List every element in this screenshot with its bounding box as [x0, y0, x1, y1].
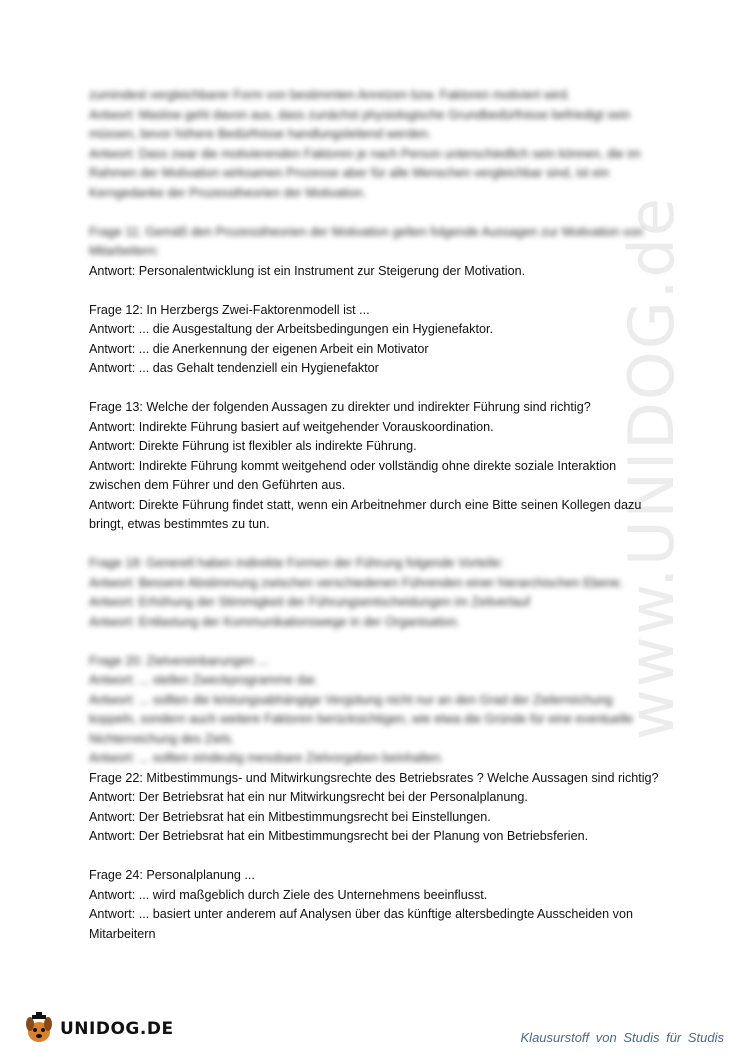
- blurred-line: Antwort: ... sollten die leistungsabhängige Vergütung nicht nur an den Grad der Zielerreichung: [89, 692, 613, 707]
- answer-text: Antwort: ... die Anerkennung der eigenen Arbeit ein Motivator: [89, 341, 429, 356]
- blurred-line: Antwort: Maslow geht davon aus, dass zunächst physiologische Grundbedürfnisse befriedigt sein: [89, 107, 631, 122]
- question-text-blurred: Frage 11: Gemäß den Prozesstheorien der Motivation gelten folgende Aussagen zur Motivation von: [89, 224, 644, 239]
- question-12: [89, 301, 659, 379]
- question-18-blurred: [89, 554, 659, 632]
- question-text: Frage 22: Mitbestimmungs- und Mitwirkungsrechte des Betriebsrates ? Welche Aussagen sind richtig?: [89, 770, 659, 785]
- answer-text: Antwort: ... basiert unter anderem auf Analysen über das künftige altersbedingte Ausscheiden von Mitarbeitern: [89, 907, 633, 941]
- blurred-line: zumindest vergleichbarer Form von bestimmten Anreizen bzw. Faktoren motiviert wird.: [89, 88, 571, 102]
- answer-text: Antwort: ... die Ausgestaltung der Arbeitsbedingungen ein Hygienefaktor.: [89, 322, 493, 336]
- blurred-line: Antwort: ... sollten eindeutig messbare Zielvorgaben beinhalten.: [89, 751, 444, 765]
- answer-text: Antwort: Indirekte Führung basiert auf weitgehender Vorauskoordination.: [89, 419, 494, 434]
- answer-text: Antwort: Der Betriebsrat hat ein Mitbestimmungsrecht bei der Planung von Betriebsferien.: [89, 829, 589, 843]
- answer-text: Antwort: Direkte Führung ist flexibler als indirekte Führung.: [89, 439, 417, 453]
- question-20-blurred: [89, 652, 659, 769]
- blurred-line: Antwort: Erhöhung der Stimmigkeit der Führungsentscheidungen im Zeitverlauf: [89, 595, 531, 609]
- dog-icon: [22, 1012, 56, 1046]
- question-text: Frage 13: Welche der folgenden Aussagen zu direkter und indirekter Führung sind richtig?: [89, 400, 591, 414]
- question-text: Frage 12: In Herzbergs Zwei-Faktorenmodell ist ...: [89, 302, 370, 317]
- answer-text: Antwort: Der Betriebsrat hat ein nur Mitwirkungsrecht bei der Personalplanung.: [89, 790, 528, 804]
- question-24: [89, 866, 659, 944]
- blurred-line: Frage 18: Generell haben indirekte Formen der Führung folgende Vorteile:: [89, 556, 504, 570]
- answer-text: Antwort: ... wird maßgeblich durch Ziele des Unternehmens beeinflusst.: [89, 887, 488, 902]
- question-text: Frage 24: Personalplanung ...: [89, 868, 255, 882]
- question-11: [89, 223, 659, 282]
- blurred-line: Kerngedanke der Prozesstheorien der Motivation.: [89, 185, 367, 200]
- footer-tagline: Klausurstoff von Studis für Studis: [520, 1030, 724, 1045]
- blurred-line: Antwort: Bessere Abstimmung zwischen verschiedenen Führenden einer hierarchischen Ebene.: [89, 575, 624, 590]
- answer-text: Antwort: ... das Gehalt tendenziell ein Hygienefaktor: [89, 361, 379, 375]
- question-13: [89, 398, 659, 535]
- blurred-line: Antwort: ... stellen Zweckprogramme dar.: [89, 673, 318, 687]
- answer-text: Antwort: Direkte Führung findet statt, wenn ein Arbeitnehmer durch eine Bitte seinen Kollegen dazu bringt, etwas bestimmtes zu tun.: [89, 497, 642, 531]
- answer-text: Antwort: Personalentwicklung ist ein Instrument zur Steigerung der Motivation.: [89, 263, 526, 278]
- answer-text: Antwort: Indirekte Führung kommt weitgehend oder vollständig ohne direkte soziale Interaktion zwischen dem Führer und den Geführten aus.: [89, 458, 617, 492]
- document-body: [89, 86, 659, 944]
- blurred-line: Antwort: Dass zwar die motivierenden Faktoren je nach Person unterschiedlich sein können, die im: [89, 146, 641, 161]
- logo-text: UNIDOG.DE: [60, 1019, 174, 1039]
- blurred-section-top: [89, 86, 659, 203]
- question-text-blurred: Mitarbeitern:: [89, 244, 159, 258]
- blurred-line: Rahmen der Motivation wirksamen Prozesse aber für alle Menschen vergleichbar sind, ist ein: [89, 166, 610, 180]
- blurred-line: müssen, bevor höhere Bedürfnisse handlungsleitend werden.: [89, 127, 432, 141]
- question-22: [89, 769, 659, 847]
- blurred-line: Frage 20: Zielvereinbarungen ...: [89, 653, 269, 668]
- blurred-line: Antwort: Entlastung der Kommunikationswege in der Organisation.: [89, 614, 461, 629]
- blurred-line: Nichterreichung des Ziels.: [89, 731, 235, 746]
- watermark: www.UNIDOG.de: [615, 196, 688, 740]
- unidog-logo[interactable]: [22, 1012, 174, 1046]
- answer-text: Antwort: Der Betriebsrat hat ein Mitbestimmungsrecht bei Einstellungen.: [89, 809, 491, 824]
- blurred-line: koppeln, sondern auch weitere Faktoren berücksichtigen, wie etwa die Gründe für eine eventuelle: [89, 712, 633, 726]
